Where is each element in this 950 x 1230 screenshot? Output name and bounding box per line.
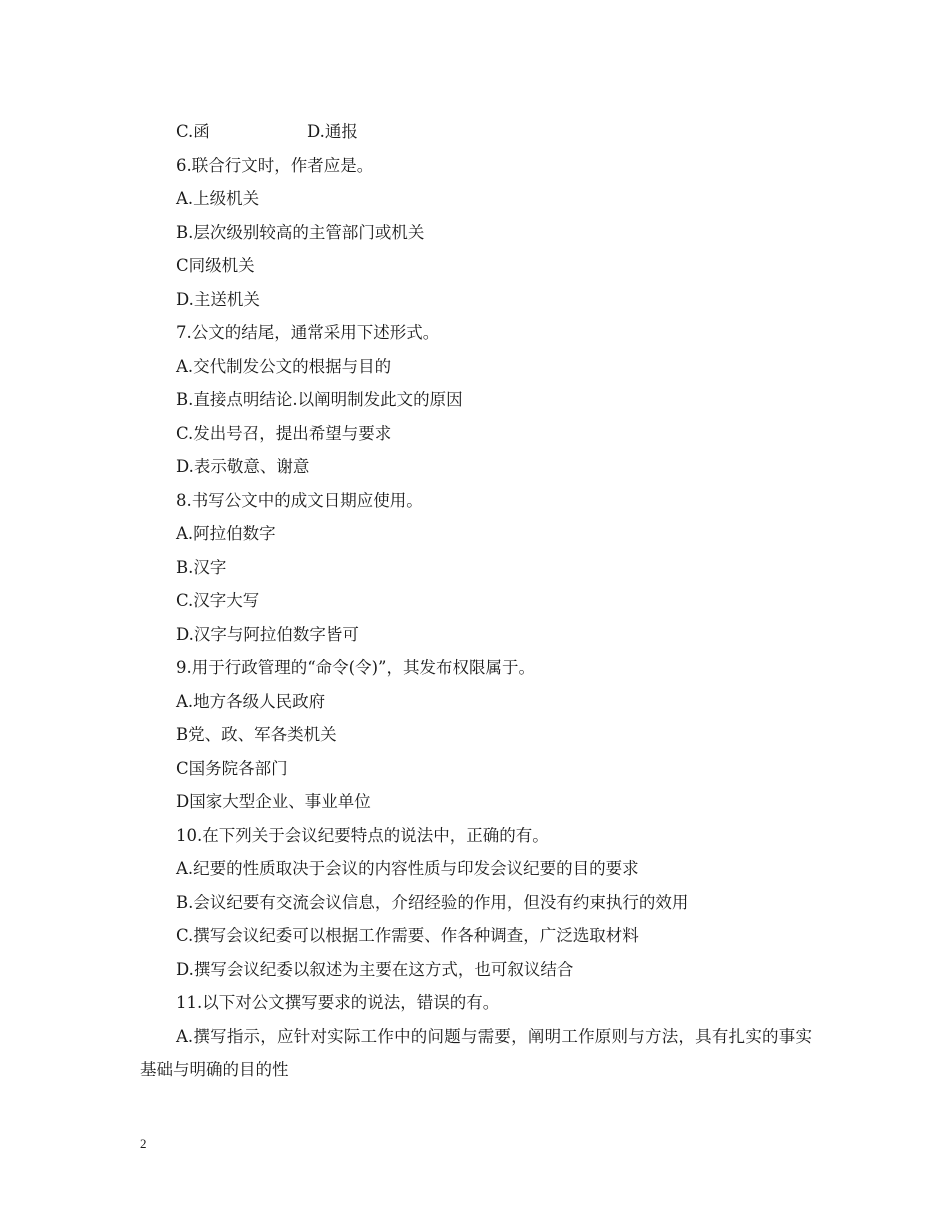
question-10: 10.在下列关于会议纪要特点的说法中，正确的有。 <box>176 825 549 845</box>
option-pair-line <box>140 115 820 149</box>
option-line: C.撰写会议纪委可以根据工作需要、作各种调查，广泛选取材料 <box>176 926 639 945</box>
option-line: D.汉字与阿拉伯数字皆可 <box>176 624 359 644</box>
option-line: C.汉字大写 <box>176 591 260 610</box>
option-line: B.会议纪要有交流会议信息，介绍经验的作用，但没有约束执行的效用 <box>176 892 689 912</box>
question-6: 6.联合行文时，作者应是。 <box>176 155 374 175</box>
question-11: 11.以下对公文撰写要求的说法，错误的有。 <box>176 993 500 1012</box>
option-line: B.汉字 <box>176 557 227 577</box>
option-line: D.主送机关 <box>176 289 260 309</box>
option-line: A.上级机关 <box>176 189 260 208</box>
question-7: 7.公文的结尾，通常采用下述形式。 <box>176 323 440 342</box>
option-line: B.直接点明结论.以阐明制发此文的原因 <box>176 390 463 409</box>
page-number: 2 <box>140 1136 147 1151</box>
option-line: C国务院各部门 <box>176 758 288 778</box>
option-paragraph: A.撰写指示，应针对实际工作中的问题与需要，阐明工作原则与方法，具有扎实的事实基础与明确的目的性 <box>140 1026 812 1079</box>
option-line: A.交代制发公文的根据与目的 <box>176 356 392 376</box>
question-9: 9.用于行政管理的“命令(令)”，其发布权限属于。 <box>176 658 535 677</box>
option-line: C.发出号召，提出希望与要求 <box>176 423 392 443</box>
option-line: A.地方各级人民政府 <box>176 691 326 711</box>
option-line: D.表示敬意、谢意 <box>176 457 310 476</box>
question-8: 8.书写公文中的成文日期应使用。 <box>176 490 423 510</box>
document-body <box>140 115 820 1087</box>
option-c: C.函 <box>176 122 210 141</box>
option-line: D国家大型企业、事业单位 <box>176 792 371 811</box>
option-d: D.通报 <box>307 122 358 141</box>
option-line: A.阿拉伯数字 <box>176 524 276 543</box>
option-line: D.撰写会议纪委以叙述为主要在这方式，也可叙议结合 <box>176 959 574 979</box>
option-line: B.层次级别较高的主管部门或机关 <box>176 222 425 242</box>
option-line: B党、政、军各类机关 <box>176 725 337 744</box>
option-line: A.纪要的性质取决于会议的内容性质与印发会议纪要的目的要求 <box>176 859 639 878</box>
option-line: C同级机关 <box>176 256 255 275</box>
